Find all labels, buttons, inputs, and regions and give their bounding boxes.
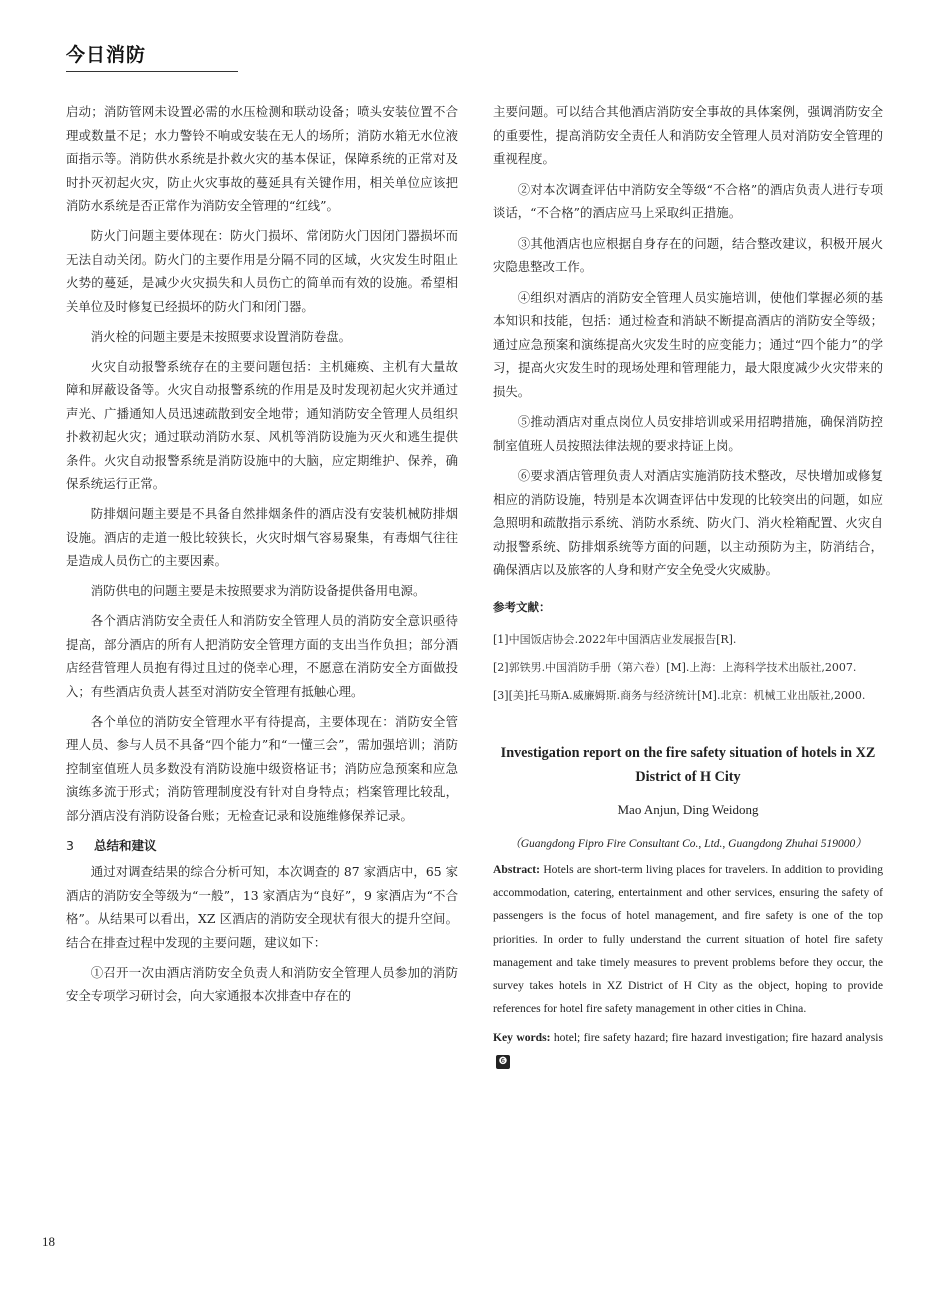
section-number: 3 <box>66 837 74 853</box>
left-column <box>66 100 458 1014</box>
english-affiliation: （Guangdong Fipro Fire Consultant Co., Ltd., Guangdong Zhuhai 519000） <box>509 837 867 850</box>
abstract-text: Hotels are short-term living places for travelers. In addition to providing accommodation, catering, entertainment and other services, ensuring the safety of passengers is the focus of hotel management, and fire safety is one of the top priorities. In order to fully understand the current situation of hotel fire safety management and take timely measures to prevent problems before they occur, the survey takes hotels in XZ District of H City as the object, hoping to provide references for hotel fire safety management in other cities in China. <box>493 863 883 1016</box>
reference-item: [1]中国饭店协会.2022年中国酒店业发展报告[R]. <box>493 633 737 646</box>
right-column <box>493 100 883 1073</box>
paragraph: ②对本次调查评估中消防安全等级“不合格”的酒店负责人进行专项谈话，“不合格”的酒店应马上采取纠正措施。 <box>493 181 883 220</box>
paragraph: 消防供电的问题主要是未按照要求为消防设备提供备用电源。 <box>90 583 426 598</box>
paragraph: ④组织对酒店的消防安全管理人员实施培训，使他们掌握必须的基本知识和技能，包括：通过检查和消缺不断提高酒店的消防安全等级；通过应急预案和演练提高火灾发生时的应变能力；通过“四个能力”的学习，提高火灾发生时的现场处理和管理能力，最大限度减少火灾带来的损失。 <box>493 289 883 399</box>
paragraph: 各个单位的消防安全管理水平有待提高，主要体现在：消防安全管理人员、参与人员不具备“四个能力”和“一懂三会”，需加强培训；消防控制室值班人员多数没有消防设施中级资格证书；消防应急预案和应急演练多流于形式；消防管理制度没有针对自身特点；档案管理比较乱，部分酒店没有消防设备台账；无检查记录和设施维修保养记录。 <box>66 713 458 823</box>
paragraph: ⑥要求酒店管理负责人对酒店实施消防技术整改，尽快增加或修复相应的消防设施，特别是本次调查评估中发现的比较突出的问题，如应急照明和疏散指示系统、消防水系统、防火门、消火栓箱配置、火灾自动报警系统、防排烟系统等方面的问题，以主动预防为主，防消结合，确保酒店以及旅客的人身和财产安全免受火灾威胁。 <box>493 468 883 577</box>
english-keywords <box>493 1026 883 1072</box>
paragraph: 防火门问题主要体现在：防火门损坏、常闭防火门因闭门器损坏而无法自动关闭。防火门的主要作用是分隔不同的区域，火灾发生时阻止火势的蔓延，是减少火灾损失和人员伤亡的简单而有效的设施。希望相关单位及时修复已经损坏的防火门和闭门器。 <box>66 228 458 314</box>
english-title: Investigation report on the fire safety situation of hotels in XZ District of H City <box>500 745 876 785</box>
paragraph: 各个酒店消防安全责任人和消防安全管理人员的消防安全意识亟待提高，部分酒店的所有人把消防安全管理方面的支出当作负担；部分酒店经营管理人员抱有得过且过的侥幸心理，不愿意在消防安全方面做投入；有些酒店负责人甚至对消防安全管理有抵触心理。 <box>66 613 458 699</box>
paragraph: 启动；消防管网未设置必需的水压检测和联动设备；喷头安装位置不合理或数量不足；水力警铃不响或安装在无人的场所；消防水箱无水位液面指示等。消防供水系统是扑救火灾的基本保证，保障系统的正常对及时扑灭初起火灾，防止火灾事故的蔓延具有关键作用，相关单位应该把消防水系统是否正常作为消防安全管理的“红线”。 <box>66 104 458 213</box>
abstract-label: Abstract: <box>493 863 541 876</box>
paragraph: 防排烟问题主要是不具备自然排烟条件的酒店没有安装机械防排烟设施。酒店的走道一般比较狭长，火灾时烟气容易聚集，有毒烟气往往是造成人员伤亡的主要因素。 <box>66 506 458 568</box>
paragraph: 主要问题。可以结合其他酒店消防安全事故的具体案例，强调消防安全的重要性，提高消防安全责任人和消防安全管理人员对消防安全管理的重视程度。 <box>493 104 883 166</box>
keywords-text: hotel; fire safety hazard; fire hazard investigation; fire hazard analysis <box>553 1031 883 1045</box>
paragraph: ⑤推动酒店对重点岗位人员安排培训或采用招聘措施，确保消防控制室值班人员按照法律法规的要求持证上岗。 <box>493 414 883 453</box>
references-title: 参考文献： <box>493 599 551 614</box>
page-number: 18 <box>42 1234 55 1249</box>
reference-item: [2]郭铁男.中国消防手册（第六卷）[M].上海：上海科学技术出版社,2007. <box>493 661 857 674</box>
paragraph: 通过对调查结果的综合分析可知，本次调查的 87 家酒店中，65 家酒店的消防安全等级为“一般”，13 家酒店为“良好”，9 家酒店为“不合格”。从结果可以看出，XZ 区酒店的消防安全现状有很大的提升空间。结合在排查过程中发现的主要问题，建议如下： <box>66 864 458 950</box>
keywords-label: Key words: <box>493 1031 551 1045</box>
paragraph: 火灾自动报警系统存在的主要问题包括：主机瘫痪、主机有大量故障和屏蔽设备等。火灾自动报警系统的作用是及时发现初起火灾并通过声光、广播通知人员迅速疏散到安全地带；通知消防安全管理人员组织扑救初起火灾；通过联动消防水泵、风机等消防设施为灭火和逃生提供条件。火灾自动报警系统是消防设施中的大脑，应定期维护、保养，确保系统运行正常。 <box>66 358 458 491</box>
article-end-icon: ❻ <box>496 1055 510 1069</box>
journal-title: 今日消防 <box>66 44 147 66</box>
journal-header <box>66 40 238 72</box>
section-heading <box>66 834 458 858</box>
english-authors: Mao Anjun, Ding Weidong <box>617 802 759 817</box>
english-abstract <box>493 858 883 1020</box>
section-title: 总结和建议 <box>94 837 157 853</box>
paragraph: ③其他酒店也应根据自身存在的问题，结合整改建议，积极开展火灾隐患整改工作。 <box>493 235 883 274</box>
paragraph: 消火栓的问题主要是未按照要求设置消防卷盘。 <box>90 328 351 344</box>
reference-item: [3][美]托马斯A.威廉姆斯.商务与经济统计[M].北京：机械工业出版社,2000. <box>493 689 866 702</box>
paragraph: ①召开一次由酒店消防安全负责人和消防安全管理人员参加的消防安全专项学习研讨会，向大家通报本次排查中存在的 <box>66 964 458 1003</box>
